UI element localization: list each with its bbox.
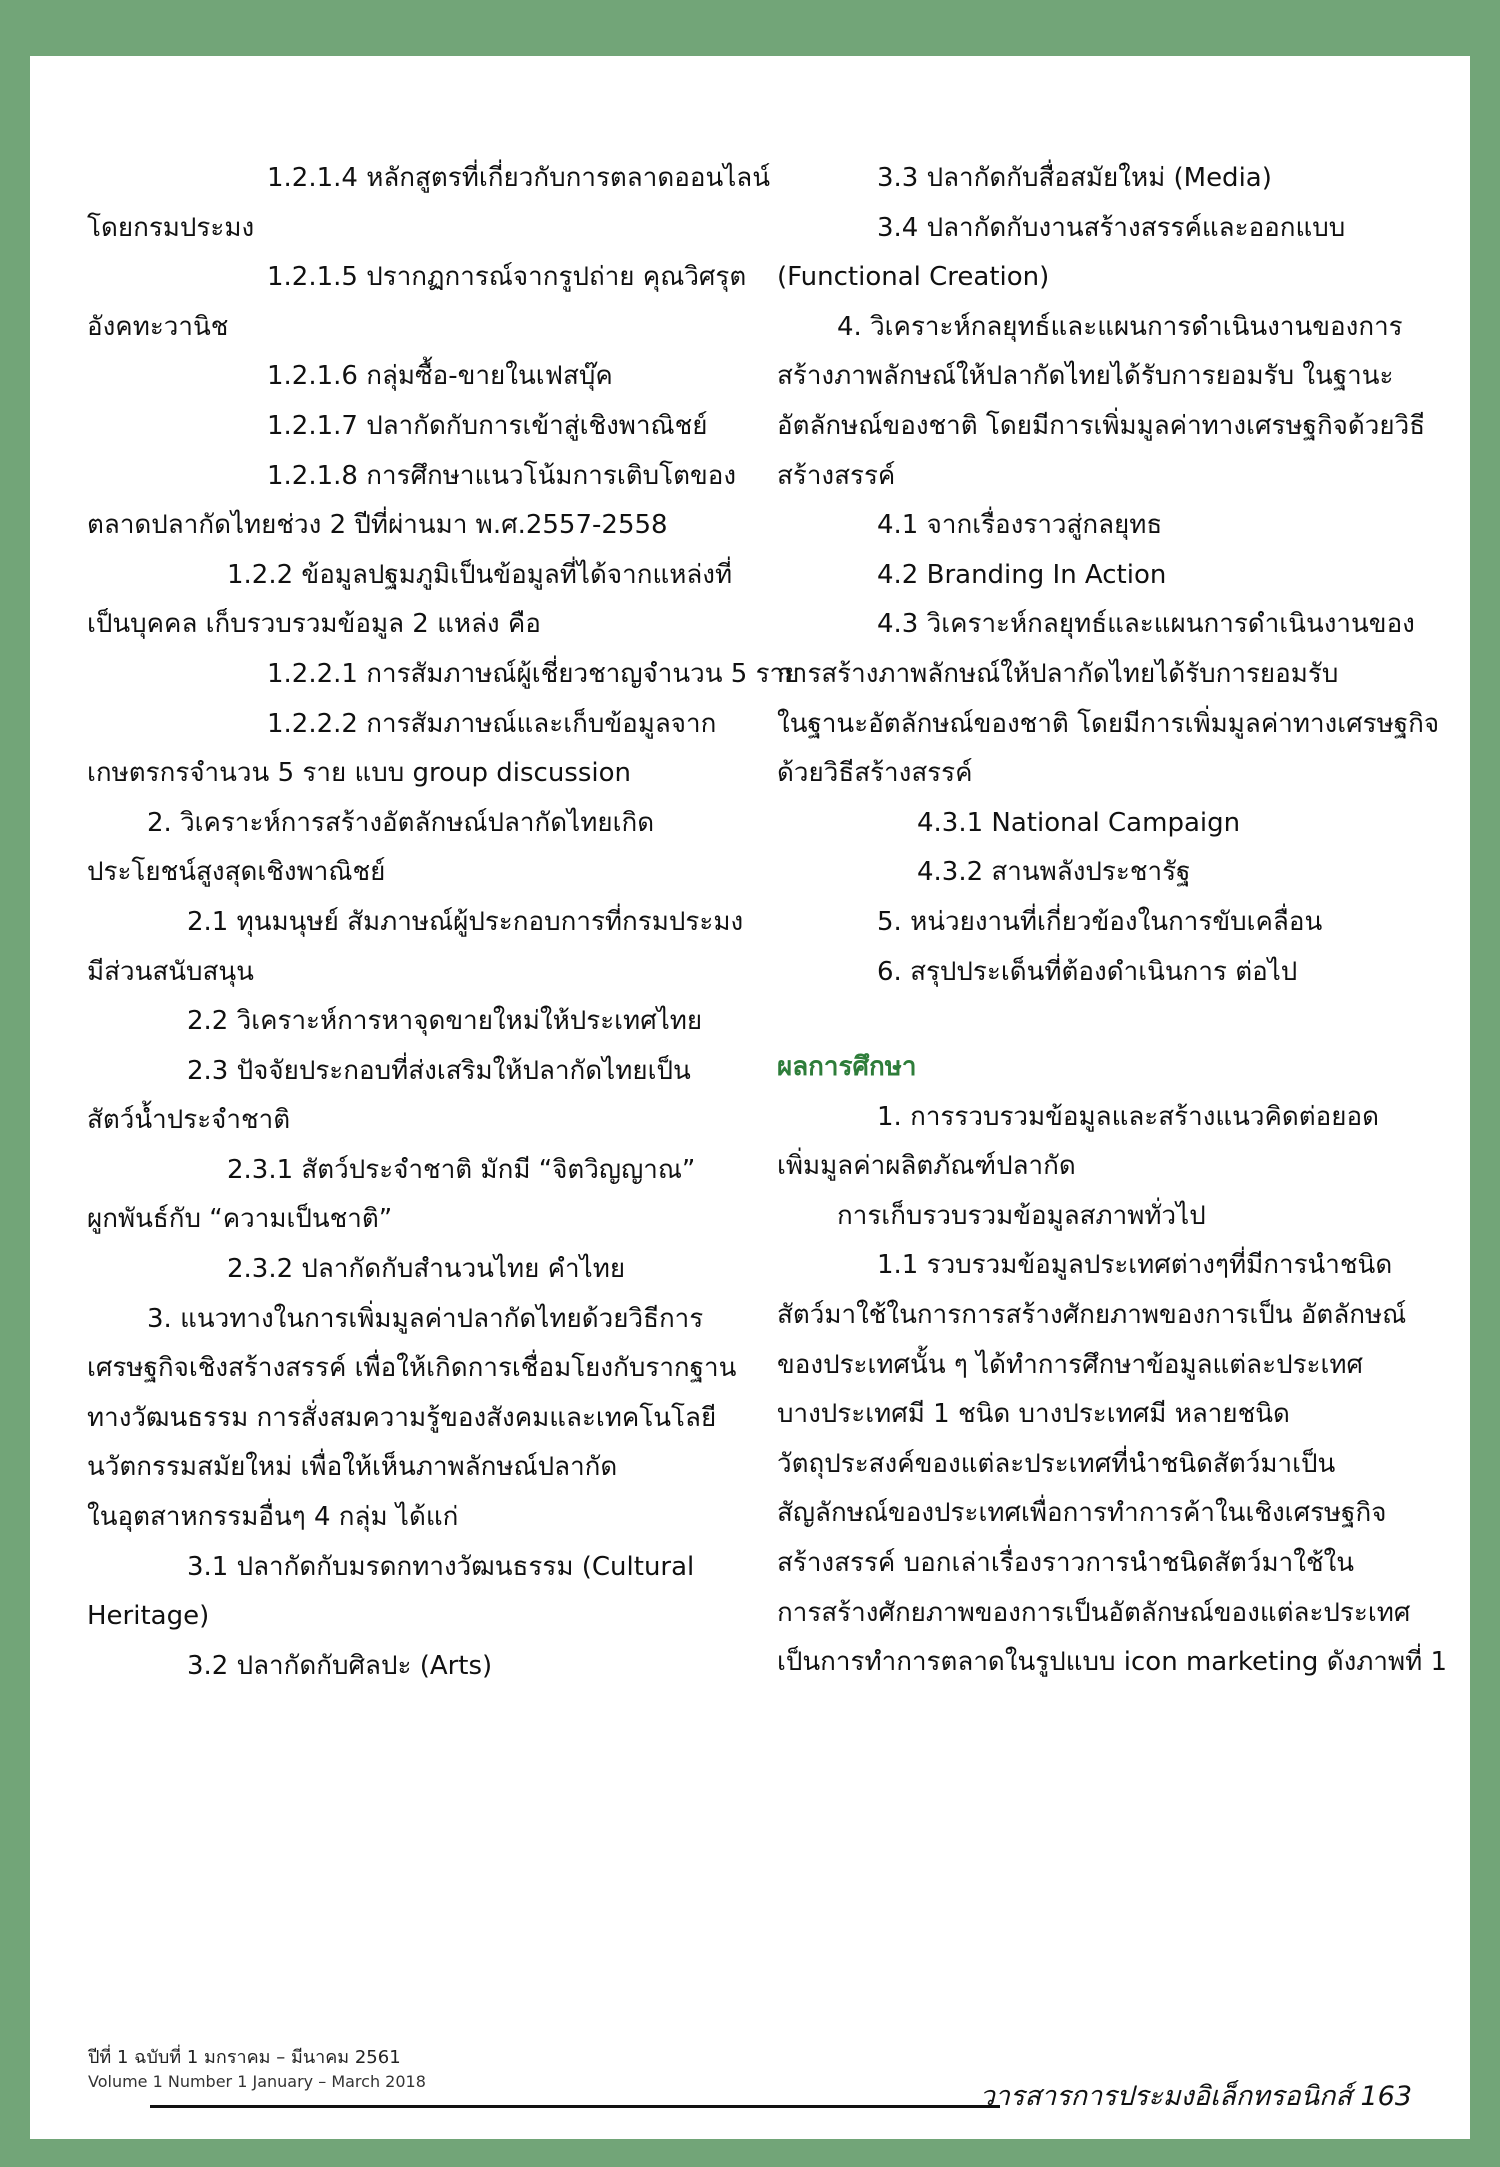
text-line: สร้างสรรค์	[777, 460, 896, 491]
text-line: โดยกรมประมง	[87, 212, 255, 243]
text-line: สัตว์มาใช้ในการการสร้างศักยภาพของการเป็น อัตลักษณ์	[777, 1300, 1407, 1331]
text-line: ตลาดปลากัดไทยช่วง 2 ปีที่ผ่านมา พ.ศ.2557-2558	[87, 510, 668, 541]
text-line: สัตว์น้ำประจำชาติ	[87, 1105, 291, 1136]
text-line: 1.2.1.5 ปรากฏการณ์จากรูปถ่าย คุณวิศรุต	[267, 262, 747, 293]
text-line: 1.1 รวบรวมข้อมูลประเทศต่างๆที่มีการนำชนิด	[877, 1250, 1393, 1281]
text-line: มีส่วนสนับสนุน	[87, 956, 254, 987]
left-column	[87, 154, 825, 1691]
text-line: 2.3.2 ปลากัดกับสำนวนไทย คำไทย	[227, 1254, 626, 1285]
right-column-bottom	[777, 1093, 1500, 1688]
text-line: 4.3.1 National Campaign	[917, 807, 1241, 838]
document-page	[30, 56, 1470, 2139]
text-line: 4. วิเคราะห์กลยุทธ์และแผนการดำเนินงานของการ	[837, 311, 1403, 342]
text-line: 1.2.1.8 การศึกษาแนวโน้มการเติบโตของ	[267, 460, 737, 491]
text-line: 4.3 วิเคราะห์กลยุทธ์และแผนการดำเนินงานของ	[877, 609, 1415, 640]
text-line: ด้วยวิธีสร้างสรรค์	[777, 758, 973, 789]
text-line: ของประเทศนั้น ๆ ได้ทำการศึกษาข้อมูลแต่ละประเทศ	[777, 1349, 1364, 1380]
text-line: (Functional Creation)	[777, 262, 1050, 293]
text-line: 2.2 วิเคราะห์การหาจุดขายใหม่ให้ประเทศไทย	[187, 1006, 703, 1037]
text-line: 2. วิเคราะห์การสร้างอัตลักษณ์ปลากัดไทยเกิด	[147, 807, 655, 838]
text-line: 3. แนวทางในการเพิ่มมูลค่าปลากัดไทยด้วยวิธีการ	[147, 1303, 704, 1334]
text-line: 5. หน่วยงานที่เกี่ยวข้องในการขับเคลื่อน	[877, 906, 1323, 937]
text-line: 1. การรวบรวมข้อมูลและสร้างแนวคิดต่อยอด	[877, 1101, 1380, 1132]
right-column	[777, 154, 1500, 1688]
text-line: 2.1 ทุนมนุษย์ สัมภาษณ์ผู้ประกอบการที่กรมประมง	[187, 906, 744, 937]
text-line: วัตถุประสงค์ของแต่ละประเทศที่นำชนิดสัตว์มาเป็น	[777, 1448, 1336, 1479]
text-line: 4.2 Branding In Action	[877, 559, 1167, 590]
text-line: การสร้างศักยภาพของการเป็นอัตลักษณ์ของแต่ละประเทศ	[777, 1597, 1411, 1628]
text-line: ทางวัฒนธรรม การสั่งสมความรู้ของสังคมและเทคโนโลยี	[87, 1402, 717, 1433]
text-line: 3.1 ปลากัดกับมรดกทางวัฒนธรรม (Cultural	[187, 1551, 695, 1582]
text-line: การเก็บรวบรวมข้อมูลสภาพทั่วไป	[837, 1200, 1206, 1231]
right-column-top	[777, 154, 1500, 997]
text-line: 4.1 จากเรื่องราวสู่กลยุทธ	[877, 510, 1163, 541]
text-line: 4.3.2 สานพลังประชารัฐ	[917, 857, 1191, 888]
footer-issue	[88, 2046, 426, 2094]
text-line: ประโยชน์สูงสุดเชิงพาณิชย์	[87, 857, 386, 888]
text-line: 1.2.1.6 กลุ่มซื้อ-ขายในเฟสบุ๊ค	[267, 361, 613, 392]
text-line: 1.2.2.1 การสัมภาษณ์ผู้เชี่ยวชาญจำนวน 5 ราย	[267, 658, 800, 689]
text-line: สร้างสรรค์ บอกเล่าเรื่องราวการนำชนิดสัตว์มาใช้ใน	[777, 1548, 1355, 1579]
text-line: ในอุตสาหกรรมอื่นๆ 4 กลุ่ม ได้แก่	[87, 1502, 459, 1533]
text-line: เป็นบุคคล เก็บรวบรวมข้อมูล 2 แหล่ง คือ	[87, 609, 541, 640]
text-line: 6. สรุปประเด็นที่ต้องดำเนินการ ต่อไป	[877, 956, 1298, 987]
text-line: Heritage)	[87, 1601, 210, 1632]
text-line: 1.2.1.7 ปลากัดกับการเข้าสู่เชิงพาณิชย์	[267, 410, 708, 441]
text-line: การสร้างภาพลักษณ์ให้ปลากัดไทยได้รับการยอมรับ	[777, 658, 1339, 689]
text-line: 1.2.2.2 การสัมภาษณ์และเก็บข้อมูลจาก	[267, 708, 717, 739]
text-line: 2.3.1 สัตว์ประจำชาติ มักมี “จิตวิญญาณ”	[227, 1154, 696, 1185]
text-line: อัตลักษณ์ของชาติ โดยมีการเพิ่มมูลค่าทางเศรษฐกิจด้วยวิธี	[777, 410, 1426, 441]
text-line: 3.4 ปลากัดกับงานสร้างสรรค์และออกแบบ	[877, 212, 1346, 243]
text-line: ผูกพันธ์กับ “ความเป็นชาติ”	[87, 1204, 393, 1235]
text-line: เป็นการทำการตลาดในรูปแบบ icon marketing ดังภาพที่ 1	[777, 1647, 1448, 1678]
text-line: 1.2.1.4 หลักสูตรที่เกี่ยวกับการตลาดออนไลน์	[267, 163, 771, 193]
footer-issue-english: Volume 1 Number 1 January – March 2018	[88, 2072, 426, 2091]
text-line: สร้างภาพลักษณ์ให้ปลากัดไทยได้รับการยอมรับ ในฐานะ	[777, 361, 1394, 392]
text-line: 3.3 ปลากัดกับสื่อสมัยใหม่ (Media)	[877, 163, 1272, 193]
text-line: เพิ่มมูลค่าผลิตภัณฑ์ปลากัด	[777, 1151, 1076, 1182]
text-line: 3.2 ปลากัดกับศิลปะ (Arts)	[187, 1650, 493, 1681]
footer-divider	[150, 2105, 1000, 2108]
text-line: นวัตกรรมสมัยใหม่ เพื่อให้เห็นภาพลักษณ์ปลากัด	[87, 1452, 618, 1483]
text-line: 1.2.2 ข้อมูลปฐมภูมิเป็นข้อมูลที่ได้จากแหล่งที่	[227, 559, 733, 590]
text-line: อังคทะวานิช	[87, 311, 229, 342]
text-line: ในฐานะอัตลักษณ์ของชาติ โดยมีการเพิ่มมูลค่าทางเศรษฐกิจ	[777, 708, 1440, 739]
footer-issue-thai: ปีที่ 1 ฉบับที่ 1 มกราคม – มีนาคม 2561	[88, 2047, 401, 2068]
text-line: เศรษฐกิจเชิงสร้างสรรค์ เพื่อให้เกิดการเชื่อมโยงกับรากฐาน	[87, 1353, 737, 1384]
text-line: สัญลักษณ์ของประเทศเพื่อการทำการค้าในเชิงเศรษฐกิจ	[777, 1498, 1387, 1529]
text-line: 2.3 ปัจจัยประกอบที่ส่งเสริมให้ปลากัดไทยเป็น	[187, 1055, 691, 1086]
section-gap	[777, 997, 1500, 1043]
footer-journal-title: วารสารการประมงอิเล็กทรอนิกส์ 163	[979, 2081, 1412, 2112]
text-line: เกษตรกรจำนวน 5 ราย แบบ group discussion	[87, 758, 631, 789]
section-heading-results: ผลการศึกษา	[777, 1052, 917, 1083]
text-line: บางประเทศมี 1 ชนิด บางประเทศมี หลายชนิด	[777, 1399, 1290, 1430]
